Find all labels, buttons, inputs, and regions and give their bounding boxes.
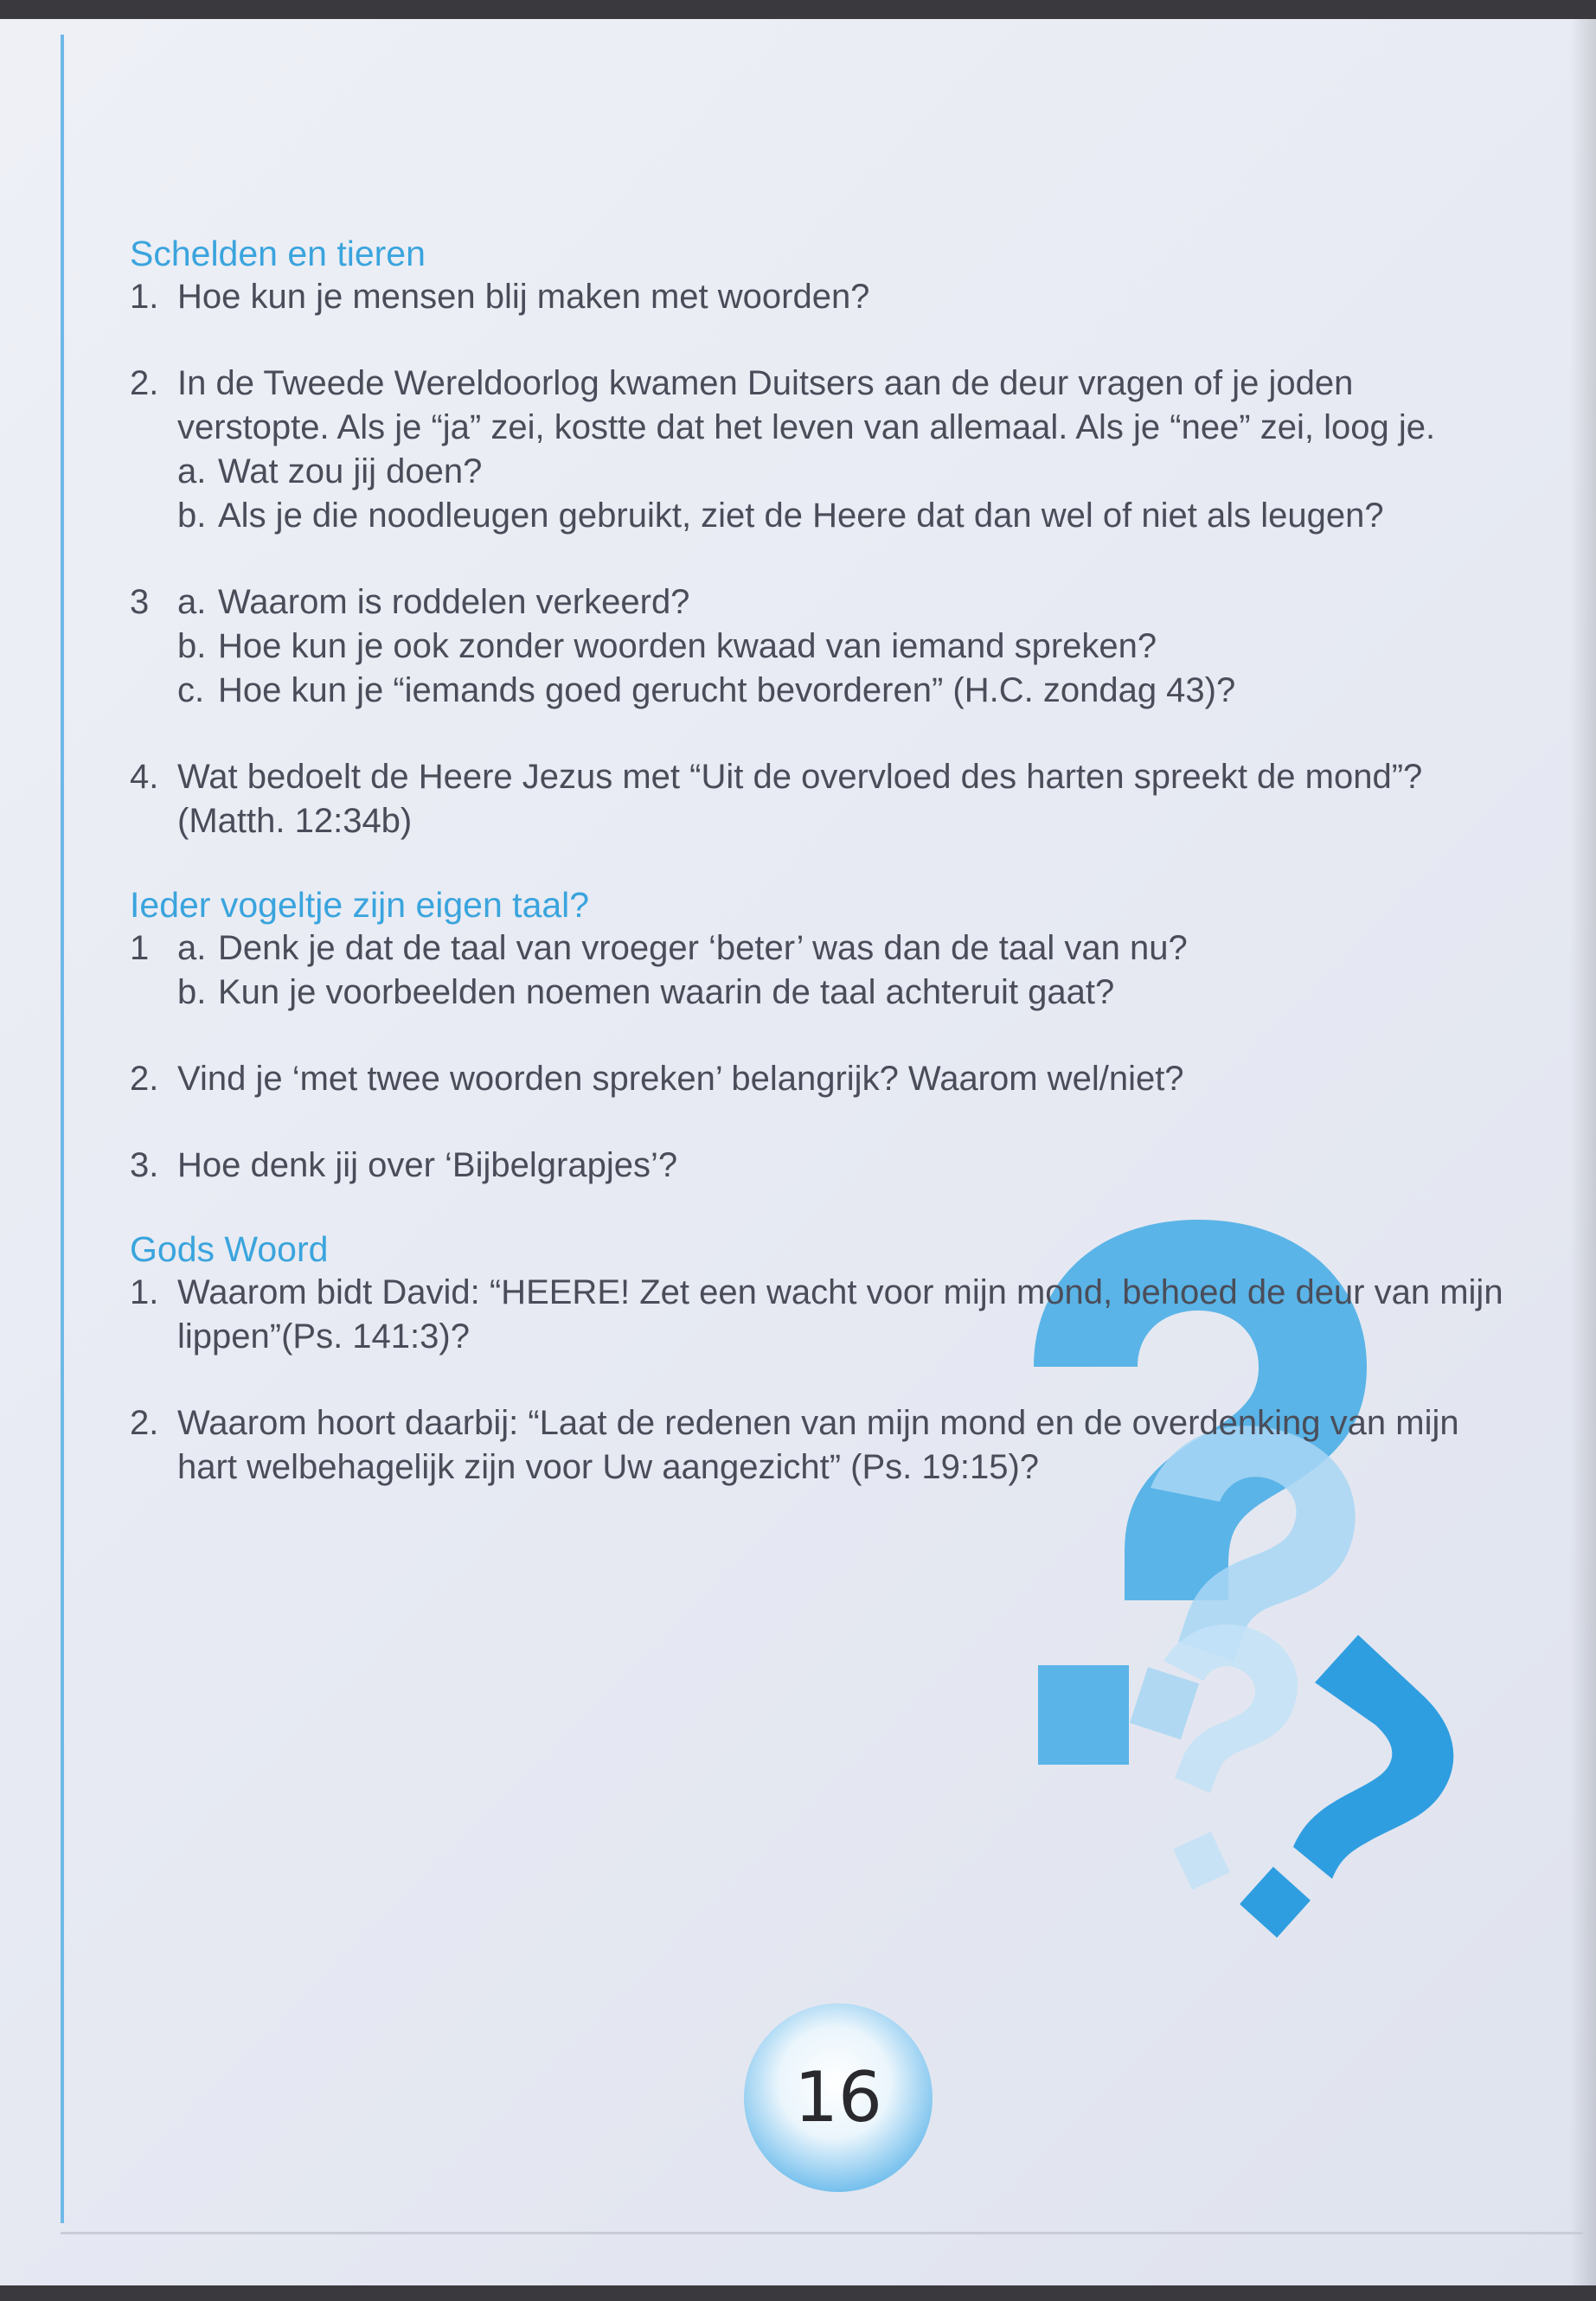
section-heading: Schelden en tieren [130, 234, 426, 273]
question-text: Waarom hoort daarbij: “Laat de redenen van mijn mond en de overdenking van mijn hart welbehagelijk zijn voor Uw aangezicht” (Ps. 19:15)? [177, 1404, 1459, 1486]
question-number: 3 [130, 583, 150, 621]
sub-question-letter: c. [177, 671, 205, 709]
question-number: 1. [130, 278, 159, 316]
sub-question-letter: b. [177, 973, 207, 1011]
sub-question-text: Hoe kun je “iemands goed gerucht bevorderen” (H.C. zondag 43)? [218, 671, 1236, 709]
sub-question [130, 971, 1514, 1015]
question-item [130, 926, 1514, 971]
sub-question-text: Wat zou jij doen? [218, 452, 483, 490]
sub-question-letter: b. [177, 627, 207, 665]
question-list [130, 232, 1514, 1490]
question-number: 4. [130, 758, 159, 796]
question-text: Waarom bidt David: “HEERE! Zet een wacht voor mijn mond, behoed de deur van mijn lippen”(Ps. 141:3)? [177, 1273, 1503, 1356]
page-edge-shadow [1570, 19, 1596, 2285]
bottom-margin-rule [61, 2232, 1583, 2234]
question-number: 2. [130, 1060, 159, 1098]
sub-question [130, 450, 1514, 494]
question-number: 2. [130, 1404, 159, 1442]
section-heading: Ieder vogeltje zijn eigen taal? [130, 885, 590, 925]
sub-question-letter: a. [177, 929, 207, 967]
question-item [130, 275, 1514, 319]
question-number: 1 [130, 929, 150, 967]
question-item [130, 1057, 1514, 1101]
sub-question [130, 625, 1514, 669]
question-text: In de Tweede Wereldoorlog kwamen Duitsers aan de deur vragen of je joden verstopte. Als je “ja” zei, kostte dat het leven van allemaal. Als je “nee” zei, loog je. [177, 364, 1436, 446]
sub-question [130, 669, 1514, 713]
sub-question-text: Als je die noodleugen gebruikt, ziet de Heere dat dan wel of niet als leugen? [218, 497, 1384, 535]
sub-question-text: Kun je voorbeelden noemen waarin de taal achteruit gaat? [218, 973, 1115, 1011]
question-item [130, 1144, 1514, 1188]
sub-question-letter: a. [177, 583, 207, 621]
sub-question-text: Denk je dat de taal van vroeger ‘beter’ was dan de taal van nu? [218, 929, 1188, 967]
sub-question [130, 494, 1514, 538]
question-number: 1. [130, 1273, 159, 1311]
page-number: 16 [794, 2057, 882, 2138]
question-number: 3. [130, 1146, 159, 1184]
question-text: Wat bedoelt de Heere Jezus met “Uit de overvloed des harten spreekt de mond”? (Matth. 12:34b) [177, 758, 1423, 840]
sub-question-text: Hoe kun je ook zonder woorden kwaad van iemand spreken? [218, 627, 1157, 665]
question-text: Vind je ‘met twee woorden spreken’ belangrijk? Waarom wel/niet? [177, 1060, 1184, 1098]
sub-question-letter: b. [177, 497, 207, 535]
sub-question-letter: a. [177, 452, 207, 490]
question-item [130, 1401, 1514, 1490]
question-item [130, 362, 1514, 450]
left-margin-rule [61, 35, 64, 2223]
question-number: 2. [130, 364, 159, 402]
question-text: Hoe denk jij over ‘Bijbelgrapjes’? [177, 1146, 678, 1184]
sub-question-text: Waarom is roddelen verkeerd? [218, 583, 690, 621]
question-item [130, 580, 1514, 625]
question-text: Hoe kun je mensen blij maken met woorden? [177, 278, 870, 316]
question-item [130, 1271, 1514, 1359]
section-heading: Gods Woord [130, 1229, 329, 1269]
small-question-mark-light [1163, 1625, 1298, 1890]
question-item [130, 755, 1514, 843]
